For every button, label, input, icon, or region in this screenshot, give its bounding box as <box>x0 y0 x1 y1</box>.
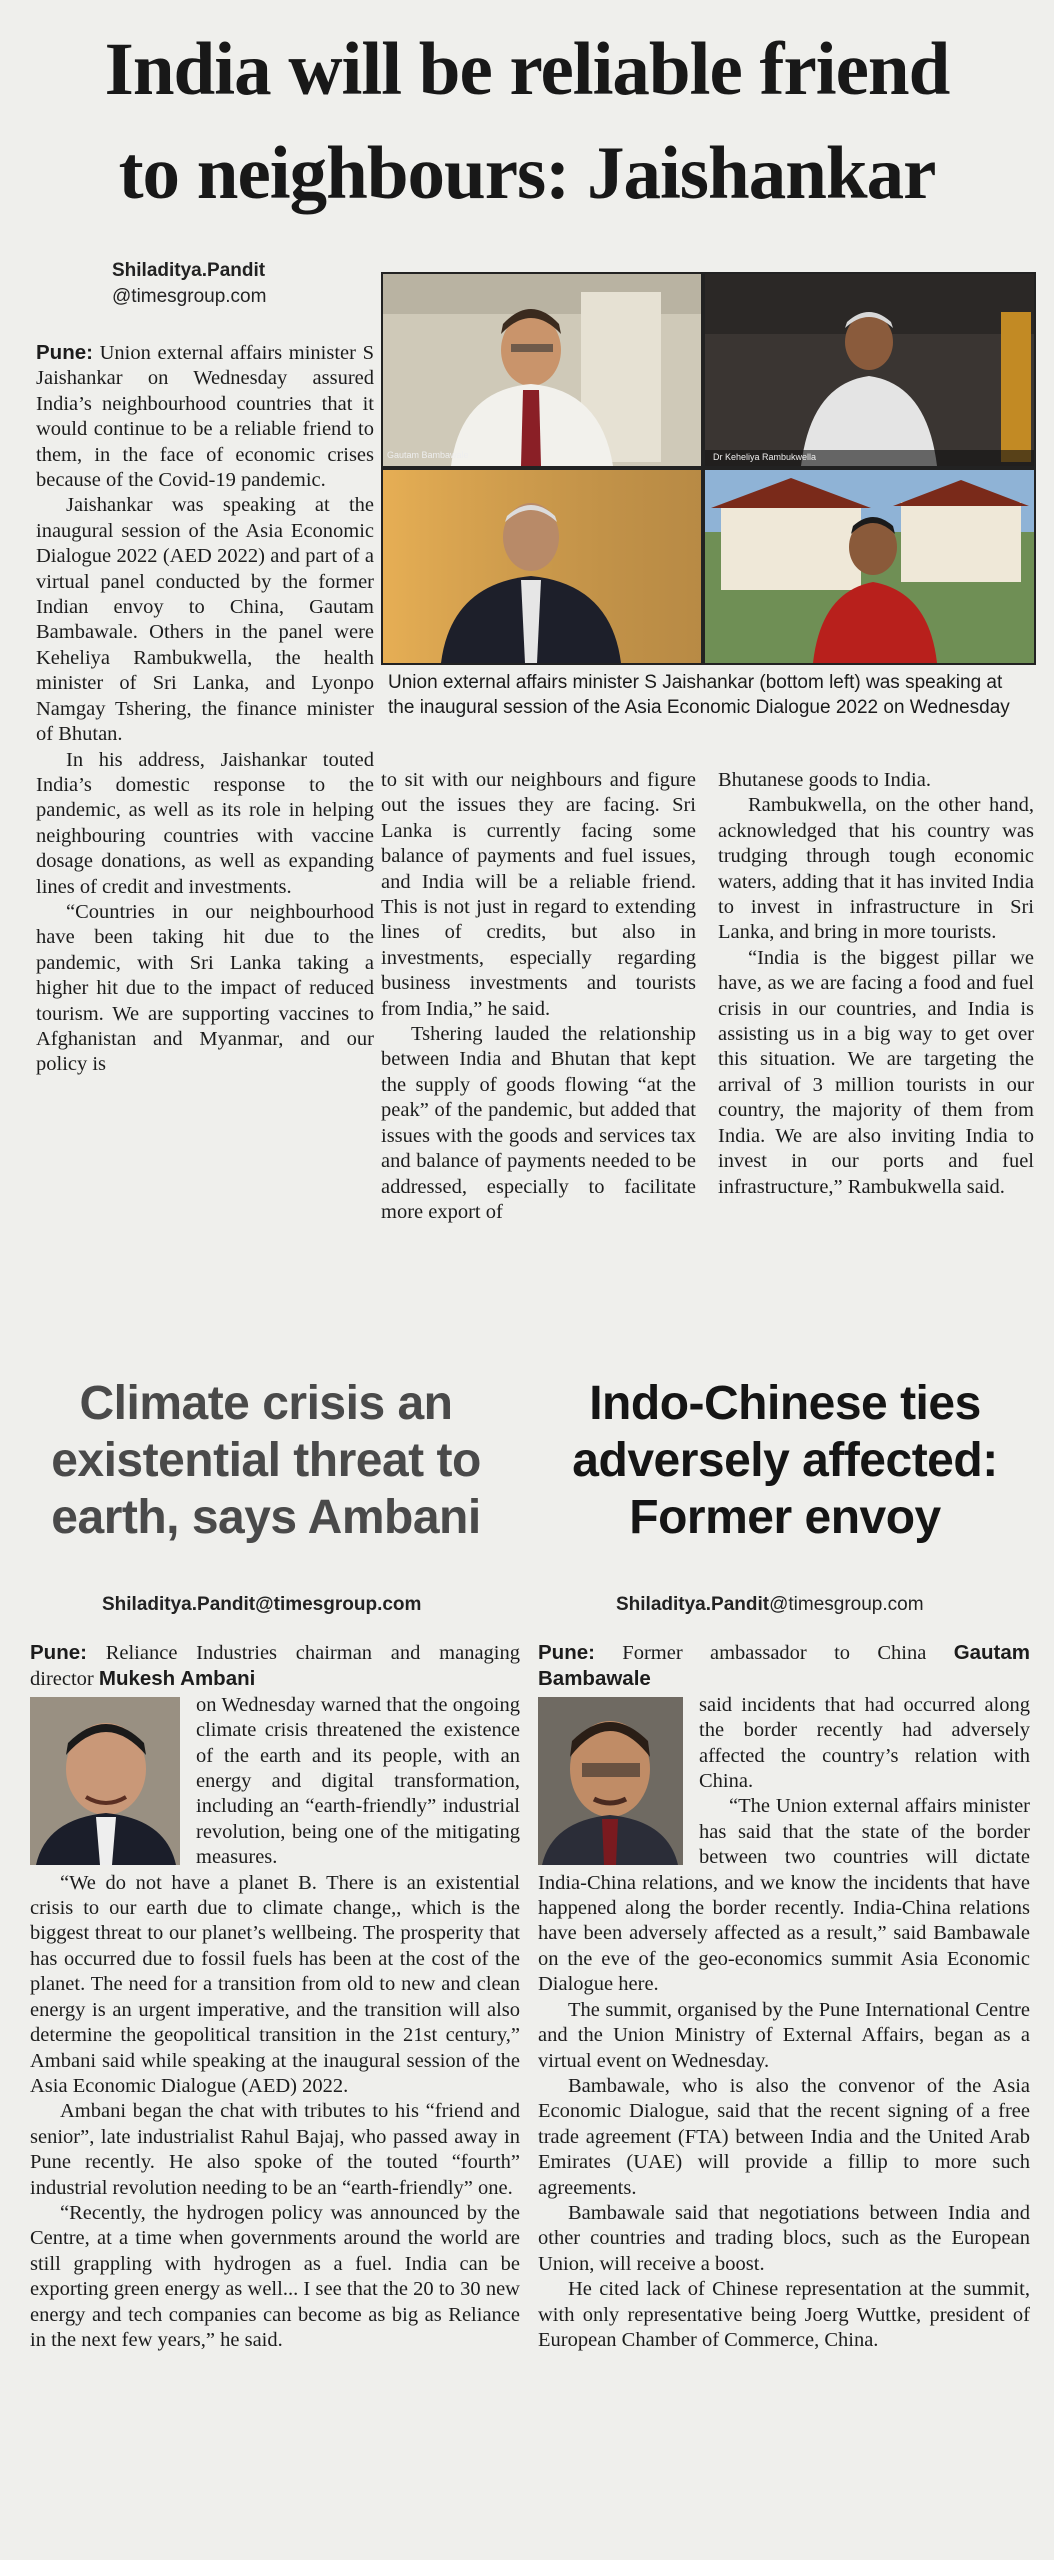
col1-paragraph-3: In his address, Jaishankar touted India’s domestic response to the pandemic, as well as its role in helping neighbouring countries with vaccine dosage donations, as well as expanding lines of credit and investments. <box>36 748 374 898</box>
indochina-paragraph-4: Bambawale, who is also the convenor of the Asia Economic Dialogue, said that the recent signing of a free trade agreement (FTA) between India and the United Arab Emirates (UAE) will provide a fillip to more such agreements. <box>538 2074 1030 2199</box>
byline-name: Shiladitya.Pandit <box>112 260 266 281</box>
dateline: Pune: <box>36 341 93 364</box>
col3-paragraph-1: Bhutanese goods to India. <box>718 769 931 791</box>
indochina-p1-name: Gautam Bambawale <box>538 1641 1030 1691</box>
col3-paragraph-2: Rambukwella, on the other hand, acknowledged that his country was trudging through tough economic waters, adding that it has invited India to invest in infrastructure in Sri Lanka, and bring in more tourists. <box>718 794 1034 944</box>
indochina-paragraph-5: Bambawale said that negotiations between India and other countries and trading blocs, such as the European Union, will receive a boost. <box>538 2201 1030 2275</box>
indochina-byline-domain: @timesgroup.com <box>769 1594 924 1615</box>
tile-label-1: Gautam Bambawale <box>387 450 469 460</box>
main-headline-line2: to neighbours: Jaishankar <box>118 132 936 215</box>
indochina-paragraph-6: He cited lack of Chinese representation at the summit, with only representative being Joerg Wuttke, president of European Chamber of Commerce, China. <box>538 2278 1030 2351</box>
climate-body <box>30 1640 520 2540</box>
main-byline <box>112 258 372 310</box>
col2-paragraph-1: to sit with our neighbours and figure out the issues they are facing. Sri Lanka is currently facing some balance of payments and fuel issues, and India will be a reliable friend. This is not just in regard to extending lines of credits, but also in investments, especially regarding business investments and tourists from India,” he said. <box>381 769 696 1020</box>
indochina-paragraph-2: “The Union external affairs minister has said that the state of the border between two countries will dictate India-China relations, and we know the incidents that have happened along the border recently. India-China relations have been adversely affected as a result,” said Bambawale on the eve of the geo-economics summit Asia Economic Dialogue here. <box>538 1795 1030 1996</box>
indochina-byline-name: Shiladitya.Pandit <box>616 1594 770 1615</box>
byline-domain: @timesgroup.com <box>112 286 267 307</box>
main-headline <box>20 18 1034 226</box>
ambani-photo <box>30 1697 180 1865</box>
climate-p1-a: Reliance Industries chairman and managing director <box>30 1642 520 1691</box>
col1-paragraph-1: Union external affairs minister S Jaishankar on Wednesday assured India’s neighbourhood countries that it would continue to be a reliable friend to them, in the face of economic crises because of the Covid-19 pandemic. <box>36 342 374 492</box>
climate-p1-name: Mukesh Ambani <box>98 1667 256 1691</box>
climate-p1-b: on Wednesday warned that the ongoing climate crisis threatened the existence of the earth and its people, with an energy and digital transformation, including an “earth-friendly” industrial revolution, being one of the mitigating measures. <box>196 1693 520 1869</box>
climate-byline: Shiladitya.Pandit@timesgroup.com <box>102 1594 422 1615</box>
climate-dateline: Pune: <box>30 1641 87 1664</box>
col3-paragraph-3: “India is the biggest pillar we have, as we are facing a food and fuel crisis in our countries, and India is assisting us in a big way to get over this situation. We are targeting the arrival of 3 million tourists in our country, the majority of them from India. We are also inviting India to invest in our ports and fuel infrastructure,” Rambukwella said. <box>718 946 1034 1198</box>
climate-paragraph-4: “Recently, the hydrogen policy was announced by the Centre, at a time when governments around the world are still grappling with hydrogen as a fuel. India can be exporting green energy as well... I see that the 20 to 30 new energy and tech companies can become as big as Reliance in the next few years,” he said. <box>30 2201 520 2351</box>
indochina-p1-b: said incidents that had occurred along the border recently had adversely affected the country’s relation with China. <box>699 1693 1030 1793</box>
main-column-3 <box>718 768 1034 1360</box>
indochina-body <box>538 1640 1030 2540</box>
main-headline-line1: India will be reliable friend <box>104 28 950 111</box>
climate-paragraph-3: Ambani began the chat with tributes to his “friend and senior”, late industrialist Rahul Bajaj, who passed away in Pune recently. He also spoke of the touted “fourth” industrial revolution needing to be an “earth-friendly” one. <box>30 2100 520 2199</box>
main-column-2 <box>381 768 696 1360</box>
video-panel-grid <box>381 272 1036 665</box>
col1-paragraph-2: Jaishankar was speaking at the inaugural session of the Asia Economic Dialogue 2022 (AED 2022) and part of a virtual panel conducted by the former Indian envoy to China, Gautam Bambawale. Others in the panel were Keheliya Rambukwella, the health minister of Sri Lanka, and Lyonpo Namgay Tshering, the finance minister of Bhutan. <box>36 494 374 746</box>
tile-label-2: Dr Keheliya Rambukwella <box>713 452 817 462</box>
video-panel-photo <box>381 272 1036 665</box>
indochina-dateline: Pune: <box>538 1641 595 1664</box>
climate-paragraph-2: “We do not have a planet B. There is an existential crisis to our earth due to climate change,, which is the biggest threat to our planet’s wellbeing. The prosperity that has occurred due to fossil fuels has been at the cost of the planet. The need for a transition from old to new and clean energy is an urgent imperative, and the transition will also determine the geopolitical transition in the 21st century,” Ambani said while speaking at the inaugural session of the Asia Economic Dialogue (AED) 2022. <box>30 1871 520 2097</box>
main-column-1 <box>36 340 374 1360</box>
indochina-paragraph-3: The summit, organised by the Pune International Centre and the Union Ministry of External Affairs, began as a virtual event on Wednesday. <box>538 1998 1030 2072</box>
col2-paragraph-2: Tshering lauded the relationship between India and Bhutan that kept the supply of goods flowing “at the peak” of the pandemic, but added that issues with the goods and services tax and balance of payments needed to be addressed, especially to facilitate more export of <box>381 1023 696 1223</box>
photo-caption: Union external affairs minister S Jaishankar (bottom left) was speaking at the inaugural session of the Asia Economic Dialogue 2022 on Wednesday <box>388 672 1010 718</box>
bambawale-photo <box>538 1697 683 1865</box>
col1-paragraph-4: “Countries in our neighbourhood have been taking hit due to the pandemic, with Sri Lanka taking a higher hit due to the impact of reduced tourism. We are supporting vaccines to Afghanistan and Myanmar, and our policy is <box>36 900 374 1076</box>
indochina-headline: Indo-Chinese ties adversely affected: Former envoy <box>572 1377 998 1544</box>
indochina-p1-a: Former ambassador to China <box>622 1642 927 1664</box>
indochina-byline <box>616 1592 1026 1618</box>
climate-headline: Climate crisis an existential threat to earth, says Ambani <box>51 1377 481 1544</box>
